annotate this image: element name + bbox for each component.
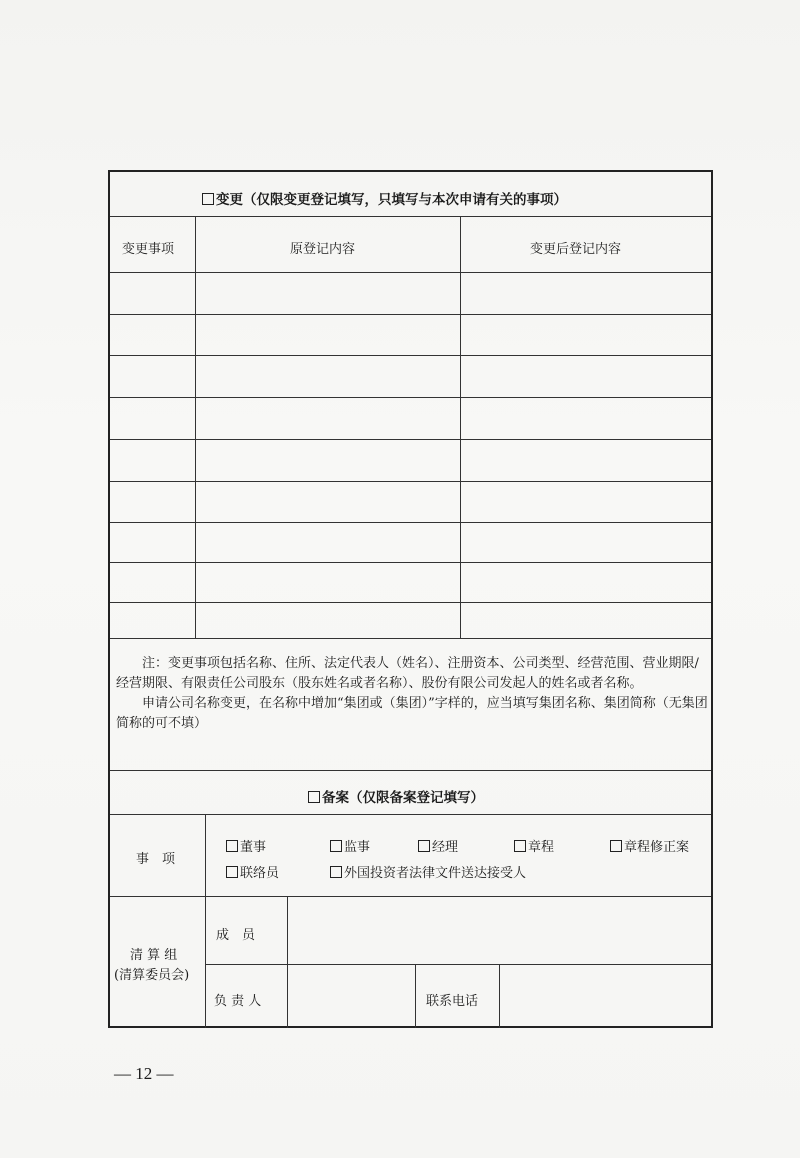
divider [499, 964, 500, 1028]
option-articles-amendment[interactable]: 章程修正案 [610, 836, 689, 855]
divider [415, 964, 416, 1028]
divider [110, 481, 711, 482]
note-paragraph: 申请公司名称变更，在名称中增加“集团或（集团）”字样的，应当填写集团名称、集团简称（无集团简称的可不填） [116, 696, 708, 731]
checkbox[interactable] [610, 840, 622, 852]
change-checkbox[interactable] [202, 193, 214, 205]
checkbox[interactable] [514, 840, 526, 852]
divider [110, 562, 711, 563]
col-header-original: 原登记内容 [290, 242, 356, 257]
option-supervisor[interactable]: 监事 [330, 836, 370, 855]
divider [287, 896, 288, 1028]
filing-checkbox[interactable] [308, 791, 320, 803]
checkbox[interactable] [330, 866, 342, 878]
divider [110, 439, 711, 440]
phone-label: 联系电话 [426, 994, 479, 1009]
divider [205, 814, 206, 1028]
divider [110, 522, 711, 523]
divider [110, 397, 711, 398]
checkbox[interactable] [226, 840, 238, 852]
filing-section-title: 备案（仅限备案登记填写） [308, 786, 484, 806]
page-number: — 12 — [114, 1064, 174, 1083]
divider [110, 355, 711, 356]
divider [110, 638, 711, 639]
checkbox[interactable] [418, 840, 430, 852]
note-paragraph: 注：变更事项包括名称、住所、法定代表人（姓名）、注册资本、公司类型、经营范围、营业期限/经营期限、有限责任公司股东（股东姓名或者名称）、股份有限公司发起人的姓名或者名称。 [116, 656, 699, 691]
members-label: 成 员 [216, 928, 256, 943]
items-label: 事 项 [136, 852, 176, 867]
change-section-title: 变更（仅限变更登记填写，只填写与本次申请有关的事项） [202, 188, 567, 208]
divider [205, 964, 711, 965]
divider [110, 602, 711, 603]
liquidation-label: 清 算 组 [130, 948, 178, 963]
registration-form [108, 170, 713, 1028]
divider [110, 216, 711, 217]
col-header-change-item: 变更事项 [122, 242, 175, 257]
divider [110, 314, 711, 315]
divider [110, 770, 711, 771]
option-manager[interactable]: 经理 [418, 836, 458, 855]
option-articles[interactable]: 章程 [514, 836, 554, 855]
divider [195, 216, 196, 638]
liquidation-sublabel: (清算委员会) [114, 968, 190, 983]
col-header-new: 变更后登记内容 [530, 242, 622, 257]
option-liaison[interactable]: 联络员 [226, 862, 279, 881]
divider [110, 814, 711, 815]
checkbox[interactable] [330, 840, 342, 852]
leader-label: 负 责 人 [214, 994, 262, 1009]
divider [110, 272, 711, 273]
checkbox[interactable] [226, 866, 238, 878]
option-director[interactable]: 董事 [226, 836, 266, 855]
divider [460, 216, 461, 638]
change-note [116, 654, 708, 734]
option-foreign-investor-agent[interactable]: 外国投资者法律文件送达接受人 [330, 862, 526, 881]
divider [110, 896, 711, 897]
